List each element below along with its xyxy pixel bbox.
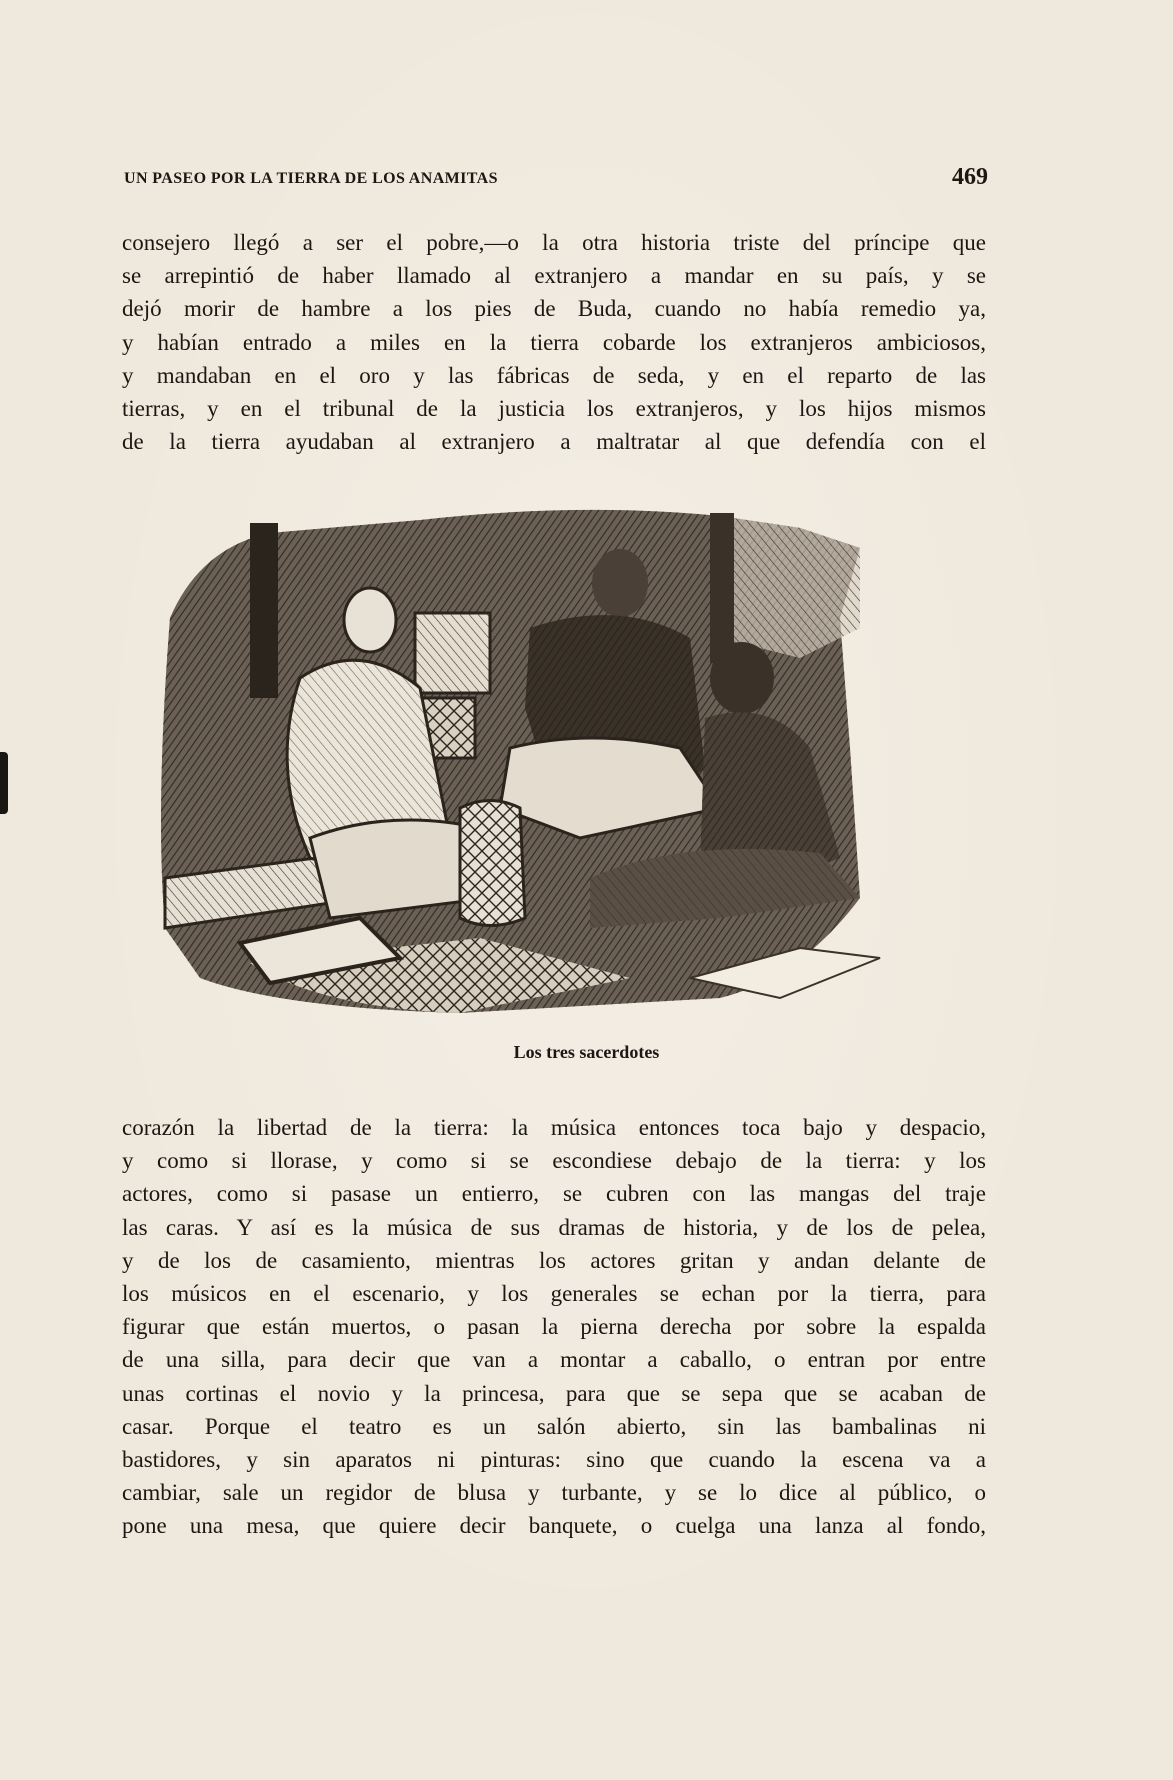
text-line: corazón la libertad de la tierra: la música entonces toca bajo y despacio, bbox=[122, 1115, 986, 1140]
text-line: figurar que están muertos, o pasan la pierna derecha por sobre la espalda bbox=[122, 1314, 986, 1340]
text-line: actores, como si pasase un entierro, se cubren con las mangas del traje bbox=[122, 1181, 986, 1207]
text-line: de una silla, para decir que van a montar a caballo, o entran por entre bbox=[122, 1347, 986, 1373]
page-number: 469 bbox=[952, 164, 988, 190]
text-line: los músicos en el escenario, y los generales se echan por la tierra, para bbox=[122, 1281, 986, 1307]
text-line: dejó morir de hambre a los pies de Buda, cuando no había remedio ya, bbox=[122, 296, 986, 322]
paragraph-top bbox=[122, 226, 986, 458]
text-line: de la tierra ayudaban al extranjero a maltratar al que defendía con el bbox=[122, 429, 986, 455]
figure-caption: Los tres sacerdotes bbox=[513, 1042, 660, 1062]
running-header bbox=[124, 164, 988, 194]
engraving-illustration bbox=[160, 508, 948, 1024]
page-edge-mark bbox=[0, 752, 8, 814]
text-line: consejero llegó a ser el pobre,—o la otra historia triste del príncipe que bbox=[122, 230, 986, 255]
text-line: casar. Porque el teatro es un salón abierto, sin las bambalinas ni bbox=[122, 1413, 986, 1439]
engraving-drawing bbox=[160, 508, 948, 1024]
text-line: y mandaban en el oro y las fábricas de seda, y en el reparto de las bbox=[122, 362, 986, 388]
text-line: y de los de casamiento, mientras los actores gritan y andan delante de bbox=[122, 1247, 986, 1273]
text-line: se arrepintió de haber llamado al extranjero a mandar en su país, y se bbox=[122, 263, 986, 289]
text-line: las caras. Y así es la música de sus dramas de historia, y de los de pelea, bbox=[122, 1214, 986, 1240]
text-line: y habían entrado a miles en la tierra cobarde los extranjeros ambiciosos, bbox=[122, 329, 986, 355]
paragraph-bottom bbox=[122, 1111, 986, 1543]
text-line: unas cortinas el novio y la princesa, para que se sepa que se acaban de bbox=[122, 1380, 986, 1406]
running-title: UN PASEO POR LA TIERRA DE LOS ANAMITAS bbox=[124, 170, 498, 187]
text-line: cambiar, sale un regidor de blusa y turbante, y se lo dice al público, o bbox=[122, 1480, 986, 1506]
text-line: pone una mesa, que quiere decir banquete, o cuelga una lanza al fondo, bbox=[122, 1513, 986, 1539]
text-line: bastidores, y sin aparatos ni pinturas: sino que cuando la escena va a bbox=[122, 1447, 986, 1473]
text-line: y como si llorase, y como si se escondiese debajo de la tierra: y los bbox=[122, 1148, 986, 1174]
text-line: tierras, y en el tribunal de la justicia los extranjeros, y los hijos mismos bbox=[122, 396, 986, 422]
